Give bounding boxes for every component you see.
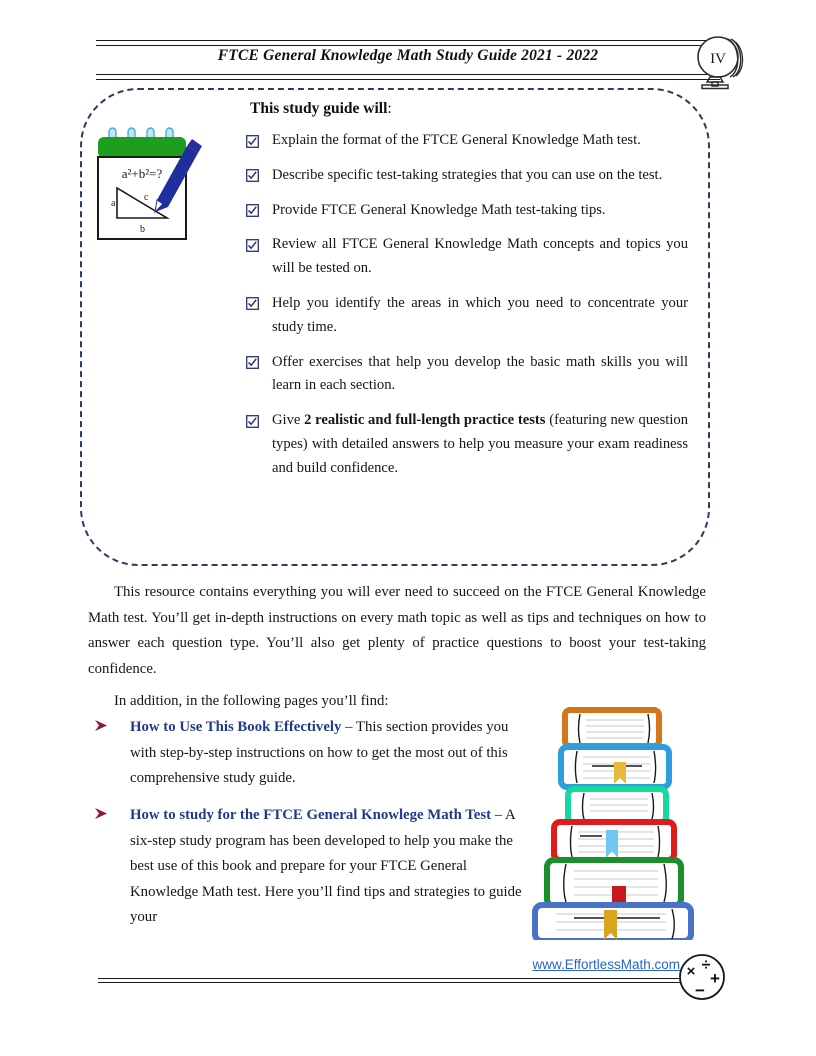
list-item [246, 233, 688, 281]
list-item-text-continued: (featuring new question types) with detailed answers to help you measure your exam readiness and build confidence. [272, 412, 688, 476]
book-stack-icon [532, 700, 704, 940]
page-number-text: IV [710, 51, 726, 67]
arrow-list-item-2 [94, 803, 530, 931]
section-description: – This section provides you with step-by-step instructions on how to get the most out of this comprehensive study guide. [130, 719, 509, 786]
svg-text:×: × [686, 963, 696, 980]
svg-text:c: c [144, 192, 149, 203]
callout-heading-colon: : [387, 100, 392, 117]
arrow-bullet-icon [94, 805, 110, 823]
svg-text:+: + [710, 969, 720, 988]
section-description: – A six-step study program has been developed to help you make the best use of this book and prepare for your FTCE General Knowledge Math test. Here you’ll find tips and strategies to guide your [130, 807, 522, 925]
list-item-text: Provide FTCE General Knowledge Math test-taking tips. [272, 201, 606, 218]
svg-text:b: b [140, 224, 145, 235]
list-item [246, 292, 688, 340]
list-item-text: Describe specific test-taking strategies that you can use on the test. [272, 166, 663, 183]
page-title: FTCE General Knowledge Math Study Guide 2021 - 2022 [217, 47, 599, 64]
svg-text:÷: ÷ [701, 957, 711, 974]
notepad-with-pencil-icon [95, 124, 202, 246]
section-link-title[interactable]: How to Use This Book Effectively [130, 719, 342, 735]
svg-text:a²+b²=?: a²+b²=? [121, 166, 163, 181]
list-item-text: Give [272, 412, 305, 429]
checked-checkbox-icon [246, 413, 259, 426]
list-item [246, 164, 688, 188]
checked-checkbox-icon [246, 202, 259, 215]
globe-icon [690, 32, 752, 90]
list-item-bold-text: 2 realistic and full-length practice tests [304, 412, 546, 429]
list-item-text: Explain the format of the FTCE General Knowledge Math test. [272, 132, 641, 148]
checked-checkbox-icon [246, 167, 259, 180]
arrow-list-item-1 [94, 715, 530, 792]
list-item-text: Offer exercises that help you develop the basic math skills you will learn in each section. [272, 353, 688, 394]
checked-checkbox-icon [246, 295, 259, 308]
checked-checkbox-icon [246, 354, 259, 367]
footer-rule [98, 978, 716, 983]
arrow-list-item-text [130, 715, 530, 792]
header-rule-bottom [96, 74, 720, 80]
svg-text:−: − [695, 981, 705, 1000]
list-item-text: Help you identify the areas in which you need to concentrate your study time. [272, 294, 688, 335]
list-item [246, 129, 688, 153]
arrow-bullet-icon [94, 717, 110, 735]
svg-text:a: a [111, 198, 116, 209]
website-link[interactable]: www.EffortlessMath.com [532, 957, 680, 972]
arrow-list-item-text [130, 803, 530, 931]
math-symbols-circle-logo [676, 951, 728, 1003]
list-item [246, 199, 688, 223]
body-paragraph-1: This resource contains everything you will ever need to succeed on the FTCE General Knowledge Math test. You’ll get in-depth instructions on every math topic as well as tips and techniques on how to answer each question type. You’ll also get plenty of practice questions to boost your test-taking confidence. [88, 584, 706, 677]
page-header [96, 40, 720, 80]
checked-checkbox-icon [246, 133, 259, 146]
list-item [246, 409, 688, 480]
list-item-text: Review all FTCE General Knowledge Math concepts and topics you will be tested on. [272, 236, 688, 277]
callout-bullet-list [246, 129, 688, 481]
header-rule-top [96, 40, 720, 46]
callout-heading-bold: This study guide will [250, 100, 388, 117]
section-link-title[interactable]: How to study for the FTCE General Knowlege Math Test [130, 807, 492, 823]
callout-heading [250, 100, 690, 118]
body-paragraph-2: In addition, in the following pages you’ll find: [114, 693, 389, 709]
checked-checkbox-icon [246, 237, 259, 250]
list-item [246, 351, 688, 399]
